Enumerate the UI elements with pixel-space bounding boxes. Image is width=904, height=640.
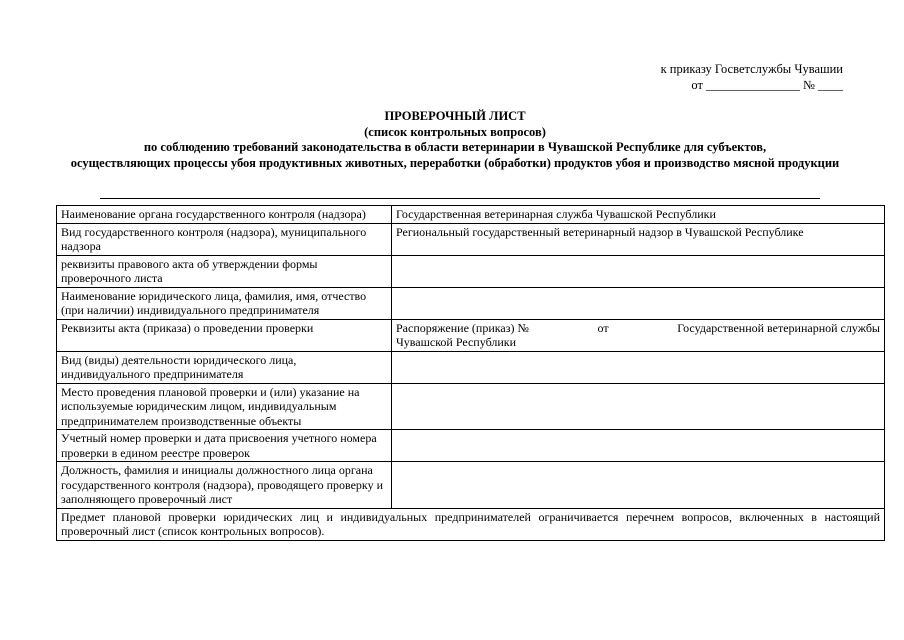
- row-label: Наименование органа государственного контроля (надзора): [57, 206, 392, 224]
- row-value-field[interactable]: [392, 430, 885, 462]
- row-label: Вид (виды) деятельности юридического лица, индивидуального предпринимателя: [57, 351, 392, 383]
- row-value-field[interactable]: [392, 255, 885, 287]
- table-row: [57, 206, 885, 224]
- table-row: [57, 319, 885, 351]
- row-label: Место проведения плановой проверки и (или) указание на используемые юридическим лицом, индивидуальным предпринимателем производственные объекты: [57, 383, 392, 430]
- row-value: [392, 319, 885, 351]
- table-row-footer: [57, 508, 885, 540]
- table-row: [57, 383, 885, 430]
- table-row: [57, 255, 885, 287]
- row-label: Реквизиты акта (приказа) о проведении проверки: [57, 319, 392, 351]
- order-date-line: от _______________ № ____: [691, 78, 843, 92]
- table-row: [57, 462, 885, 509]
- table-row: [57, 351, 885, 383]
- document-title: [60, 109, 850, 171]
- row-label: Наименование юридического лица, фамилия, имя, отчество (при наличии) индивидуального предпринимателя: [57, 287, 392, 319]
- order-reference: [661, 61, 843, 93]
- order-details-line: [396, 321, 880, 336]
- row-label: реквизиты правового акта об утверждении формы проверочного листа: [57, 255, 392, 287]
- title-line-1: по соблюдению требований законодательства в области ветеринарии в Чувашской Республике для субъектов,: [143, 140, 767, 154]
- title-sub: (список контрольных вопросов): [364, 124, 546, 139]
- order-line: к приказу Госветслужбы Чувашии: [660, 62, 843, 76]
- row-value-field[interactable]: [392, 351, 885, 383]
- table-row: [57, 287, 885, 319]
- row-value-field[interactable]: [392, 383, 885, 430]
- row-value-field[interactable]: [392, 287, 885, 319]
- table-row: [57, 223, 885, 255]
- order-number-label: Распоряжение (приказ) №: [396, 320, 529, 335]
- row-label: Должность, фамилия и инициалы должностного лица органа государственного контроля (надзора), проводящего проверку и заполняющего проверочный лист: [57, 462, 392, 509]
- order-issuer-label: Государственной ветеринарной службы: [677, 320, 880, 335]
- row-value-field[interactable]: [392, 462, 885, 509]
- inspection-scope-note: Предмет плановой проверки юридических лиц и индивидуальных предпринимателей ограничивается перечнем вопросов, включенных в настоящий проверочный лист (список контрольных вопросов).: [57, 508, 885, 540]
- title-main: ПРОВЕРОЧНЫЙ ЛИСТ: [384, 109, 526, 123]
- row-label: Учетный номер проверки и дата присвоения учетного номера проверки в едином реестре проверок: [57, 430, 392, 462]
- title-divider: [100, 198, 820, 199]
- checklist-form-table: [56, 205, 885, 541]
- row-value: Государственная ветеринарная служба Чувашской Республики: [392, 206, 885, 224]
- row-value: Региональный государственный ветеринарный надзор в Чувашской Республике: [392, 223, 885, 255]
- table-row: [57, 430, 885, 462]
- order-date-label: от: [597, 320, 609, 335]
- title-line-2: осуществляющих процессы убоя продуктивных животных, переработки (обработки) продуктов убоя и производство мясной продукции: [70, 155, 840, 170]
- row-label: Вид государственного контроля (надзора), муниципального надзора: [57, 223, 392, 255]
- order-issuer-cont: Чувашской Республики: [396, 335, 517, 349]
